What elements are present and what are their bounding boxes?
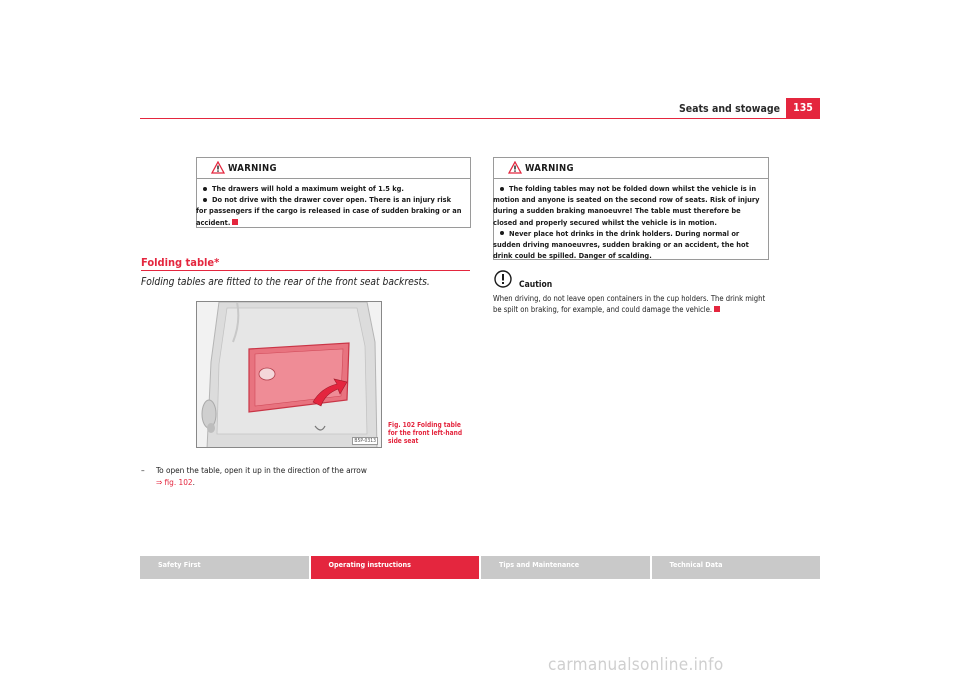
warning-header [494, 158, 768, 179]
warning-title: WARNING [525, 163, 574, 174]
figure-folding-table [196, 301, 382, 448]
warning-body [197, 179, 470, 231]
bullet-icon [500, 231, 504, 235]
warning-item: The folding tables may not be folded down whilst the vehicle is in motion and anyone is seated on the second row of seats. Risk of injury during a sudden braking manoeuvre! The table must therefore be closed and properly secured whilst the vehicle is in motion. [493, 184, 760, 227]
page-header-title: Seats and stowage [678, 103, 780, 115]
header-rule [140, 118, 820, 119]
footer-tab-safety-first[interactable]: Safety First [140, 556, 309, 579]
bullet-icon [500, 187, 504, 191]
end-marker-icon [714, 306, 720, 312]
watermark: carmanualsonline.info [548, 655, 724, 675]
warning-item: The drawers will hold a maximum weight of 1.5 kg. [202, 183, 464, 194]
page-number: 135 [786, 98, 820, 118]
warning-triangle-icon [508, 161, 522, 174]
warning-title: WARNING [228, 163, 277, 174]
caution-text: When driving, do not leave open containers in the cup holders. The drink might be spilt on braking, for example, and could damage the vehicle. [493, 294, 766, 315]
bullet-icon [203, 198, 207, 202]
figure-code: B5P-0313 [354, 438, 376, 444]
instruction-step: – To open the table, open it up in the direction of the arrow ⇒ fig. 102. [141, 465, 367, 487]
warning-body [494, 179, 768, 264]
footer-tab-operating-instructions[interactable]: Operating instructions [311, 556, 480, 579]
step-text: To open the table, open it up in the direction of the arrow [156, 465, 367, 475]
footer-nav [140, 556, 820, 579]
warning-header [197, 158, 470, 179]
section-rule [141, 270, 470, 271]
warning-box-drawers [196, 157, 471, 228]
warning-box-folding-tables [493, 157, 769, 260]
caution-title: Caution [519, 280, 553, 290]
footer-tab-technical-data[interactable]: Technical Data [652, 556, 821, 579]
warning-item: Never place hot drinks in the drink holders. During normal or sudden driving manoeuvres, sudden braking or an accident, the hot drink could be spilled. Danger of scalding. [493, 228, 749, 261]
caution-icon [494, 270, 512, 288]
folding-table-illustration [197, 302, 382, 448]
section-subtitle: Folding tables are fitted to the rear of the front seat backrests. [141, 277, 430, 288]
warning-item: Do not drive with the drawer cover open. There is an injury risk for passengers if the cargo is released in case of sudden braking or an accident. [196, 195, 462, 227]
section-title: Folding table* [141, 256, 220, 269]
warning-triangle-icon [211, 161, 225, 174]
figure-caption: Fig. 102 Folding table for the front left-hand side seat [388, 421, 463, 446]
end-marker-icon [232, 219, 238, 225]
footer-tab-tips-and-maintenance[interactable]: Tips and Maintenance [481, 556, 650, 579]
step-dash: – [141, 465, 145, 475]
figure-reference-link[interactable]: ⇒ fig. 102 [156, 476, 193, 487]
bullet-icon [203, 187, 207, 191]
